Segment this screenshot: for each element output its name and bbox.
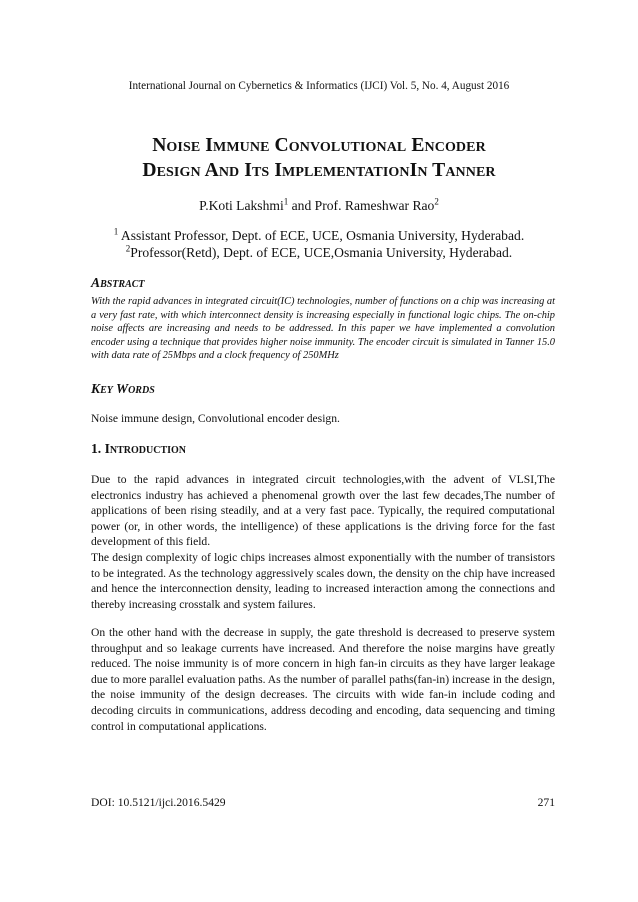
abstract-body: With the rapid advances in integrated circuit(IC) technologies, number of functions on a chip was increasing at a very fast rate, with which interconnect density is increasing especially in functional logic chips. The on-chip noise affects are increasing and needs to be addressed. In this paper we have implemented a convolution encoder using a technique that provides higher noise immunity. The encoder circuit is simulated in Tanner 15.0 with data rate of 25Mbps and a clock frequency of 250MHz	[91, 296, 555, 362]
affiliation-2-text: Professor(Retd), Dept. of ECE, UCE,Osmania University, Hyderabad.	[130, 245, 513, 260]
author-2-affil-mark: 2	[434, 196, 439, 207]
author-2-name: Prof. Rameshwar Rao	[314, 198, 435, 213]
author-line	[0, 198, 638, 214]
title-line-2: Design And Its ImplementationIn Tanner	[142, 160, 496, 181]
footer-page-number: 271	[537, 796, 555, 809]
affiliation-2-mark: 2	[125, 243, 131, 254]
author-1-affil-mark: 1	[283, 196, 289, 207]
keywords-body: Noise immune design, Convolutional encoder design.	[91, 412, 340, 425]
affiliation-1-text: Assistant Professor, Dept. of ECE, UCE, Osmania University, Hyderabad.	[118, 228, 525, 243]
title-line-1: Noise Immune Convolutional Encoder	[152, 135, 486, 156]
affiliation-1	[0, 228, 638, 244]
author-conjunction: and	[288, 198, 315, 213]
abstract-heading: Abstract	[91, 275, 145, 290]
introduction-heading: 1. Introduction	[91, 441, 187, 456]
affiliation-1-mark: 1	[113, 226, 119, 237]
running-header: International Journal on Cybernetics & Informatics (IJCI) Vol. 5, No. 4, August 2016	[128, 80, 510, 92]
introduction-paragraph-2: The design complexity of logic chips increases almost exponentially with the number of transistors to be integrated. As the technology aggressively scales down, the density on the chip have increased and hence the interconnection density, leading to increased interaction among the connections and thereby increasing crosstalk and system failures.	[91, 551, 555, 611]
introduction-paragraph-1: Due to the rapid advances in integrated circuit technologies,with the advent of VLSI,The electronics industry has achieved a phenomenal growth over the last few decades,The number of applications of been rising steadily, and at a very fast pace. Typically, the required computational power (or, in other words, the intelligence) of these applications is the driving force for the fast development of this field.	[91, 473, 555, 549]
affiliation-2	[0, 245, 638, 261]
author-1-name: P.Koti Lakshmi	[199, 198, 284, 213]
footer-doi: DOI: 10.5121/ijci.2016.5429	[91, 796, 226, 809]
keywords-heading: Key Words	[91, 381, 155, 396]
introduction-paragraph-3: On the other hand with the decrease in supply, the gate threshold is decreased to preserve system throughput and so leakage currents have increased. And therefore the noise margins have greatly reduced. The noise immunity is of more concern in high fan-in circuits as they have larger leakage due to more parallel evaluation paths. As the number of parallel paths(fan-in) increase in the design, the noise immunity of the design decreases. The circuits with wide fan-in include coding and decoding circuits in communications, address decoding and encoding, data sequencing and timing control in computational applications.	[91, 626, 555, 733]
paper-title	[0, 133, 638, 183]
